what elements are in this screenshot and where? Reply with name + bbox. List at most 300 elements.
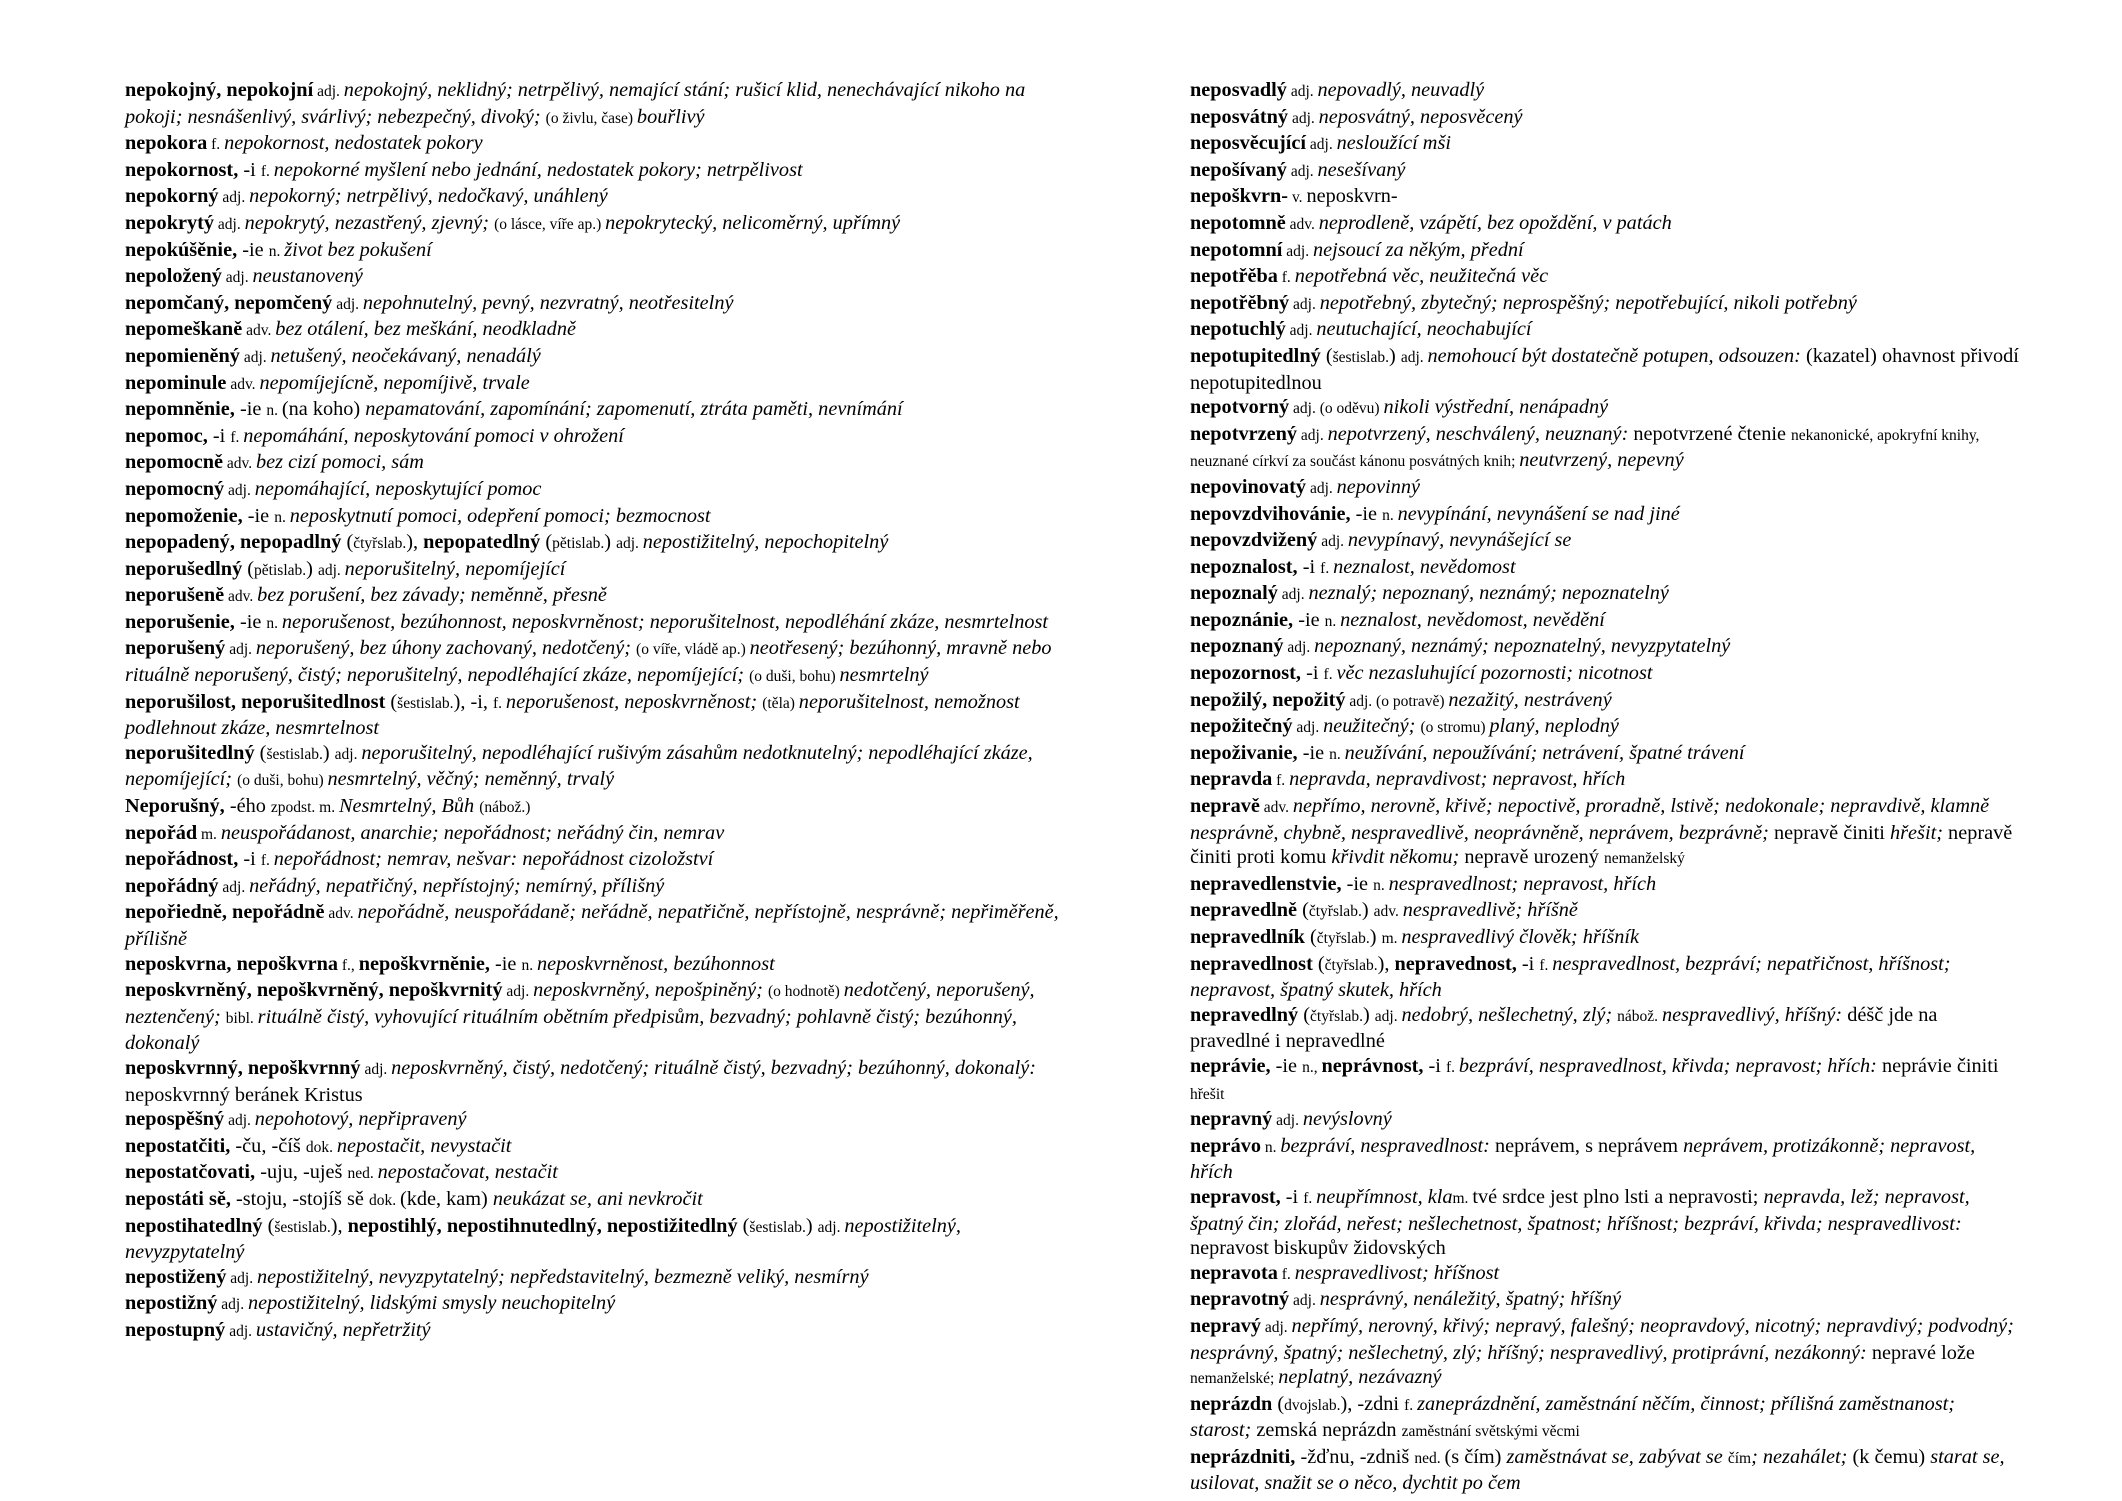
headword: nepoznánie, (1190, 608, 1299, 631)
dictionary-entry (125, 264, 1085, 291)
headword: nepořádnost, (125, 848, 244, 871)
grammar-label: v. (1288, 189, 1307, 207)
grammar-label: adj. (226, 1269, 257, 1287)
grammar-label: adj. (239, 348, 271, 366)
definition-text: neužitečný; (1323, 715, 1421, 738)
dictionary-entry (125, 317, 1085, 344)
headword: neprázdn (1190, 1392, 1273, 1415)
plain-text: -žďnu, -zdniš (1300, 1445, 1415, 1468)
grammar-label: adj. (1288, 109, 1319, 127)
dictionary-entry (125, 424, 1085, 451)
grammar-label: nekanonické, apokryfní knihy, neuznané církví za součást kánonu posvátných knih; (1190, 426, 1980, 471)
grammar-label: f. (260, 162, 274, 180)
definition-text: nepotřebný, zbytečný; neprospěšný; nepotřebující, nikoli potřebný (1319, 291, 1857, 314)
dictionary-entry (1190, 1287, 2020, 1314)
grammar-label: adv. (1373, 903, 1403, 921)
dictionary-entry (125, 211, 1085, 238)
definition-text: neřádný, nepatřičný, nepřístojný; nemírný, přílišný (249, 874, 665, 897)
definition-text: nepravda, nepravdivost; nepravost, hřích (1289, 768, 1626, 791)
dictionary-entry (1190, 1185, 2020, 1261)
grammar-label: (o duši, bohu) (749, 668, 840, 686)
definition-text: neporušenost, neposkvrněnost; (505, 690, 763, 713)
dictionary-entry (125, 397, 1085, 424)
plain-text: ( (1304, 926, 1317, 948)
plain-text: -ie (242, 238, 269, 261)
definition-text: nepostižitelný, nepochopitelný (642, 531, 889, 554)
headword: neposvátný (1190, 105, 1289, 128)
dictionary-entry (1190, 238, 2020, 265)
definition-text: nepřímý, nerovný, křivý; nepravý, falešný; neopravdový, nicotný; nepravdivý; podvodný; nesprávný, špatný; nešlechetný, zlý; hříšný; nespravedlivý, protiprávní, nezákonný: (1190, 1314, 2014, 1364)
definition-text: nemohoucí být dostatečně potupen, odsouzen: (1427, 344, 1807, 367)
plain-text: ), -zdni (1340, 1392, 1405, 1415)
grammar-label: adj. (1374, 1007, 1402, 1025)
grammar-label: f. (230, 428, 244, 446)
headword: nepomoc, (125, 424, 213, 447)
grammar-label: adj. (221, 269, 253, 287)
plain-text: -ie (239, 398, 267, 421)
right-column (1190, 78, 2020, 1496)
definition-text: neporušitelnost, nemožnost podlehnout zkáze, nesmrtelnost (125, 690, 1020, 740)
definition-text: neposkvrněnost, bezúhonnost (537, 952, 775, 975)
grammar-label: šestislab. (274, 1218, 331, 1236)
dictionary-entry (1190, 422, 2020, 475)
definition-text: nepravda, lež; nepravost, špatný čin; zlořád, neřest; nešlechetnost, špatnost; hříšnost; bezpráví, křivda; nespravedlivost: (1190, 1185, 1970, 1235)
dictionary-entry (125, 978, 1085, 1056)
definition-text: nepřímo, nerovně, křivě; nepoctivě, proradně, lstivě; nedokonale; nepravdivě, klamně nesprávně, chybně, nespravedlivě, neoprávněně, neprávem, bezprávně; (1190, 795, 1990, 844)
headword: nepominule (125, 371, 227, 394)
definition-text: bez porušení, bez závady; neměnně, přesně (257, 584, 607, 607)
grammar-label: adj. (1306, 136, 1337, 154)
dictionary-entry (1190, 528, 2020, 555)
definition-text: nesloužící mši (1336, 132, 1451, 155)
definition-text: nepohotový, nepřipravený (254, 1108, 467, 1131)
headword: nepokorný (125, 185, 219, 208)
definition-text: zaneprázdnění, zaměstnání něčím, činnost; přílišná zaměstnanost; starost; (1190, 1392, 1956, 1442)
plain-text: -ého (229, 795, 271, 818)
grammar-label: adj. (1285, 322, 1317, 340)
headword: nepotvorný (1190, 396, 1290, 419)
headword: nepospěšný (125, 1108, 225, 1131)
dictionary-entry (125, 741, 1085, 794)
grammar-label: adj. (360, 1060, 392, 1078)
plain-text: neposkvrn- (1306, 185, 1398, 208)
dictionary-entry (125, 874, 1085, 901)
grammar-label: (o duši, bohu) (237, 772, 328, 790)
headword: nepokojný, nepokojní (125, 79, 314, 101)
plain-text: -ie (1302, 741, 1330, 764)
definition-text: neposkytnutí pomoci, odepření pomoci; bezmocnost (289, 504, 711, 527)
plain-text: ) (805, 1214, 818, 1237)
grammar-label: adv. (1259, 799, 1293, 817)
grammar-label: (o hodnotě) (767, 983, 844, 1001)
grammar-label: adj. (217, 1296, 248, 1314)
definition-text: neporušitelný, nepodléhající rušivým zásahům nedotknutelný; nepodléhající zkáze, nepomíjející; (125, 741, 1033, 791)
grammar-label: n. (1260, 1138, 1281, 1156)
grammar-label: adj. (1289, 1292, 1320, 1310)
dictionary-entry (1190, 184, 2020, 211)
dictionary-entry (1190, 872, 2020, 899)
plain-text: neprávem, s neprávem (1494, 1134, 1684, 1157)
headword: nepomčaný, nepomčený (125, 291, 333, 314)
definition-text: nezažitý, nestrávený (1448, 688, 1612, 711)
dictionary-entry (1190, 1054, 2020, 1107)
grammar-label: adj. (224, 481, 255, 499)
grammar-label: f. (493, 694, 506, 712)
dictionary-entry (1190, 741, 2020, 768)
grammar-label: f. (1446, 1058, 1459, 1076)
dictionary-entry (1190, 264, 2020, 291)
headword: nepoznalost, (1190, 555, 1303, 578)
grammar-label: šestislab. (749, 1218, 806, 1236)
grammar-label: adj. (218, 189, 250, 207)
plain-text: ( (242, 557, 255, 580)
plain-text: -ie (1298, 608, 1325, 631)
definition-text: neutvrzený, nepevný (1519, 449, 1684, 472)
definition-text: neposkvrněný, nepošpiněný; (533, 979, 768, 1002)
grammar-label: adj. (1272, 1112, 1303, 1130)
dictionary-entry (125, 821, 1085, 848)
grammar-label: adj. (1306, 479, 1337, 497)
grammar-label: (o víře, vládě ap.) (636, 641, 750, 659)
grammar-label: n., (1302, 1058, 1322, 1076)
definition-text: nepokornost, nedostatek pokory (224, 132, 483, 155)
dictionary-entry (125, 1187, 1085, 1214)
dictionary-entry (1190, 688, 2020, 715)
plain-text: -ču, -číš (235, 1134, 306, 1157)
grammar-label: hřešit (1190, 1085, 1225, 1103)
definition-text: netušený, neočekávaný, nenadálý (270, 344, 541, 367)
definition-text: nedotčený, neporušený, neztenčený; (125, 979, 1035, 1028)
dictionary-entry (1190, 794, 2020, 872)
headword: neprázdniti, (1190, 1445, 1301, 1468)
grammar-label: adj. (313, 83, 344, 100)
plain-text: -ie (1346, 872, 1374, 895)
definition-text: nespravedlivý, hříšný: (1661, 1003, 1848, 1026)
definition-text: bez cizí pomoci, sám (256, 451, 424, 474)
headword: nepošívaný (1190, 158, 1287, 181)
plain-text: -i (1306, 662, 1324, 685)
plain-text: -i (1285, 1185, 1304, 1208)
definition-text: bezpráví, nespravedlnost, křivda; nepravost; hřích: (1458, 1054, 1882, 1077)
plain-text: ) (322, 741, 335, 764)
grammar-label: ned. (1414, 1449, 1445, 1467)
grammar-label: šestislab. (266, 745, 323, 763)
plain-text: ( (341, 531, 354, 554)
definition-text: křivdit někomu; (1331, 846, 1465, 869)
definition-text: nesešívaný (1317, 158, 1406, 181)
headword: nepovinovatý (1190, 475, 1307, 498)
grammar-label: adj. (1317, 533, 1348, 551)
grammar-label: n. (1329, 745, 1345, 763)
headword: nepravedlný (1190, 1003, 1299, 1026)
definition-text: bez otálení, bez meškání, neodkladně (275, 318, 576, 341)
dictionary-entry (1190, 1314, 2020, 1392)
definition-text: neukázat se, ani nevkročit (492, 1187, 703, 1210)
headword: nepravednost, (1394, 952, 1522, 975)
plain-text: ( (540, 531, 553, 554)
definition-text: neznalost, nevědomost (1333, 555, 1516, 578)
definition-text: nesmrtelný, věčný; neměnný, trvalý (327, 768, 615, 791)
grammar-label: adv. (1285, 215, 1319, 233)
headword: neprávo (1190, 1134, 1261, 1157)
grammar-label: adj. (1277, 586, 1309, 604)
definition-text: nesprávný, nenáležitý, špatný; hříšný (1319, 1288, 1622, 1311)
definition-text: nespravedlivě; hříšně (1402, 899, 1578, 922)
plain-text: ) (1361, 899, 1374, 922)
headword: neprávnost, (1321, 1054, 1429, 1077)
plain-text: ), (330, 1214, 348, 1237)
grammar-label: n. (266, 402, 282, 420)
headword: nepotupitedlný (1190, 344, 1321, 367)
grammar-label: adj. (214, 215, 245, 233)
definition-text: zaměstnávat se, zabývat se (1506, 1445, 1728, 1468)
headword: neporušilost, neporušitedlnost (125, 690, 386, 713)
definition-text: nepořádně, neuspořádaně; neřádně, nepatřičně, nepřístojně, nesprávně; nepřiměřeně, přílišně (125, 901, 1059, 950)
grammar-label: zaměstnání světskými věcmi (1401, 1423, 1580, 1441)
plain-text: ( (385, 690, 398, 713)
grammar-label: čtyřslab. (1324, 956, 1378, 974)
definition-text: neustanovený (252, 265, 363, 288)
definition-text: nepoznaný, neznámý; nepoznatelný, nevyzpytatelný (1314, 635, 1731, 658)
dictionary-entry (125, 477, 1085, 504)
grammar-label: adj. (616, 535, 643, 553)
plain-text: (na koho) (281, 398, 366, 421)
grammar-label: pětislab. (552, 535, 605, 553)
definition-text: neotřesený; bezúhonný, mravně nebo rituálně neporušený, čistý; neporušitelný, nepodléhající zkáze, nepomíjející; (125, 637, 1052, 687)
definition-text: nepomáhající, neposkytující pomoc (254, 477, 542, 500)
dictionary-entry (1190, 634, 2020, 661)
dictionary-entry (125, 158, 1085, 185)
definition-text: nepostižitelný, lidskými smysly neuchopitelný (247, 1292, 616, 1315)
headword: neposvadlý (1190, 79, 1287, 101)
plain-text: nepravě urozený (1464, 846, 1604, 869)
definition-text: neužívání, nepoužívání; netrávení, špatné trávení (1344, 741, 1745, 764)
headword: nepostáti sě, (125, 1187, 236, 1210)
grammar-label: bibl. (225, 1009, 258, 1027)
dictionary-entry (1190, 344, 2020, 395)
plain-text: -ie (495, 952, 522, 975)
grammar-label: adj. (225, 641, 256, 659)
dictionary-entry (125, 344, 1085, 371)
grammar-label: adv. (226, 375, 260, 393)
headword: neposkvrnný, nepoškvrnný (125, 1056, 361, 1079)
grammar-label: adj. (1297, 426, 1328, 444)
definition-text: nespravedlnost, bezpráví; nepatřičnost, hříšnost; nepravost, špatný skutek, hřích (1190, 952, 1951, 1002)
grammar-label: nemanželské; (1190, 1370, 1279, 1388)
definition-text: neposvátný, neposvěcený (1318, 105, 1523, 128)
plain-text: (kazatel) ohavnost přivodí nepotupitedlnou (1190, 344, 2019, 394)
definition-text: nespravedlivost; hříšnost (1294, 1261, 1500, 1284)
dictionary-entry (125, 1265, 1085, 1292)
dictionary-entry (125, 847, 1085, 874)
grammar-label: f. (1404, 1396, 1418, 1414)
grammar-label: adj. (317, 561, 345, 579)
definition-text: nevýslovný (1302, 1108, 1392, 1131)
definition-text: nepotvrzený, neschválený, neuznaný: (1327, 422, 1634, 445)
dictionary-entry (125, 583, 1085, 610)
definition-text: nevypínavý, nevynášející se (1347, 529, 1572, 552)
headword: nepravota (1190, 1261, 1278, 1284)
headword: nepravedlník (1190, 926, 1305, 948)
dictionary-entry (1190, 211, 2020, 238)
headword: nepravý (1190, 1314, 1261, 1337)
headword: nepoškvrněnie, (358, 952, 496, 975)
grammar-label: adj. (1286, 162, 1318, 180)
grammar-label: f. (1320, 559, 1334, 577)
definition-text: nespravedlnost; nepravost, hřích (1388, 872, 1657, 895)
grammar-label: zpodst. m. (270, 799, 339, 817)
grammar-label: adj. (o oděvu) (1289, 400, 1384, 418)
grammar-label: m. (1452, 1189, 1473, 1207)
grammar-label: n. (274, 508, 290, 526)
headword: nepopatedlný (423, 531, 541, 554)
definition-text: neposkvrněný, čistý, nedotčený; rituálně čistý, bezvadný; bezúhonný, dokonalý: (391, 1056, 1036, 1079)
definition-text: bouřlivý (636, 105, 705, 128)
headword: nepožilý, nepožitý (1190, 688, 1346, 711)
headword: nepomeškaně (125, 318, 243, 341)
headword: nepomocně (125, 451, 224, 474)
headword: neposkvrna, nepoškvrna (125, 952, 339, 975)
dictionary-entry (125, 530, 1085, 557)
headword: nepotřěbný (1190, 291, 1290, 314)
grammar-label: adv. (224, 588, 258, 606)
plain-text: ), (406, 531, 424, 554)
headword: nepravedlnost (1190, 952, 1313, 975)
headword: neporušeně (125, 584, 225, 607)
dictionary-entry (125, 1318, 1085, 1345)
definition-text: nikoli výstřední, nenápadný (1383, 396, 1609, 419)
headword: nepořádný (125, 874, 219, 897)
dictionary-entry (125, 1056, 1085, 1107)
dictionary-entry (125, 450, 1085, 477)
definition-text: ; nezahálet; (1751, 1445, 1853, 1468)
definition-text: nepamatování, zapomínání; zapomenutí, ztráta paměti, nevnímání (365, 398, 903, 421)
definition-text: neprodleně, vzápětí, bez opoždění, v patách (1318, 211, 1672, 234)
plain-text: nepotvrzené čtenie (1633, 422, 1792, 445)
grammar-label: n. (266, 614, 282, 632)
grammar-label: adj. (334, 745, 362, 763)
plain-text: ( (262, 1214, 275, 1237)
plain-text: nepravě činiti (1774, 821, 1891, 844)
grammar-label: čtyřslab. (353, 535, 407, 553)
headword: nepomocný (125, 477, 225, 500)
grammar-label: dok. (305, 1138, 337, 1156)
definition-text: nepostačit, nevystačit (336, 1134, 512, 1157)
dictionary-entry (125, 1107, 1085, 1134)
dictionary-entry (1190, 158, 2020, 185)
grammar-label: f. (1323, 666, 1337, 684)
grammar-label: (nábož.) (479, 799, 531, 817)
plain-text: -i (1302, 555, 1321, 578)
plain-text: -i (243, 848, 261, 871)
dictionary-entry (1190, 555, 2020, 582)
grammar-label: pětislab. (254, 561, 307, 579)
plain-text: ( (1320, 344, 1333, 367)
dictionary-entry (125, 504, 1085, 531)
plain-text: ), -i, (453, 690, 493, 713)
definition-text: život bez pokušení (284, 238, 432, 261)
grammar-label: adj. (1292, 719, 1324, 737)
definition-text: planý, neplodný (1489, 715, 1619, 738)
definition-text: nepokojný, neklidný; netrpělivý, nemající stání; rušicí klid, nenechávající nikoho na pokoji; nesnášenlivý, svárlivý; nebezpečný, divoký; (125, 79, 1026, 128)
dictionary-entry (1190, 291, 2020, 318)
plain-text: nepravě činiti proti komu (1190, 821, 2013, 869)
grammar-label: adj. (332, 295, 363, 313)
plain-text: nepravost biskupův židovských (1190, 1237, 1446, 1260)
dictionary-entry (1190, 608, 2020, 635)
grammar-label: f., (338, 956, 359, 974)
grammar-label: (těla) (762, 694, 799, 712)
grammar-label: adj. (o potravě) (1345, 692, 1449, 710)
dictionary-entry (1190, 581, 2020, 608)
headword: nepokornost, (125, 158, 244, 181)
plain-text: ) (306, 557, 318, 580)
headword: nepotuchlý (1190, 318, 1286, 341)
headword: nepopadený, nepopadlný (125, 531, 342, 554)
headword: nepokúšěnie, (125, 238, 243, 261)
grammar-label: šestislab. (1332, 348, 1389, 366)
definition-text: nepostižitelný, nevyzpytatelný (125, 1214, 961, 1264)
dictionary-entry (1190, 898, 2020, 925)
definition-text: nepostačovat, nestačit (377, 1161, 558, 1184)
headword: nepořád (125, 821, 198, 844)
definition-text: rituálně čistý, vyhovující rituálním obětním předpisům, bezvadný; pohlavně čistý; bezúhonný, dokonalý (125, 1005, 1017, 1055)
headword: nepotomní (1190, 238, 1283, 261)
definition-text: nedobrý, nešlechetný, zlý; (1401, 1003, 1618, 1026)
grammar-label: čtyřslab. (1316, 930, 1370, 947)
dictionary-entry (1190, 317, 2020, 344)
headword: neposvěcující (1190, 132, 1307, 155)
grammar-label: (o stromu) (1420, 719, 1490, 737)
plain-text: ( (254, 741, 267, 764)
headword: nepotvrzený (1190, 422, 1298, 445)
dictionary-entry (125, 794, 1085, 821)
grammar-label: adv. (242, 322, 276, 340)
grammar-label: adj. (1283, 639, 1315, 657)
definition-text: nepotřebná věc, neužitečná věc (1294, 265, 1549, 288)
dictionary-entry (125, 952, 1085, 979)
dictionary-entry (1190, 1392, 2020, 1445)
headword: neporušenie, (125, 610, 240, 633)
plain-text: -stoju, -stojíš sě (235, 1187, 369, 1210)
plain-text: -i (243, 158, 261, 181)
headword: nepravný (1190, 1108, 1273, 1131)
grammar-label: adv. (223, 455, 257, 473)
headword: nepovzdvižený (1190, 529, 1318, 552)
dictionary-entry (1190, 1134, 2020, 1185)
dictionary-entry (125, 1160, 1085, 1187)
grammar-label: adj. (817, 1218, 845, 1236)
plain-text: zemská neprázdn (1256, 1419, 1402, 1442)
plain-text: ) (1388, 344, 1401, 367)
headword: Neporušný, (125, 795, 230, 818)
definition-text: neplatný, nezávazný (1278, 1366, 1442, 1389)
definition-text: ustavičný, nepřetržitý (255, 1318, 431, 1341)
grammar-label: f. (260, 852, 274, 870)
definition-text: neprávem, protizákonně; nepravost, hřích (1190, 1134, 1976, 1184)
definition-text: nepořádnost; nemrav, nešvar: nepořádnost cizoložství (273, 848, 714, 871)
plain-text: -i (1521, 952, 1540, 975)
headword: nepomieněný (125, 344, 240, 367)
dictionary-entry (1190, 1261, 2020, 1288)
headword: nepostatčovati, (125, 1161, 261, 1184)
grammar-label: f. (1539, 956, 1553, 974)
grammar-label: f. (207, 136, 225, 154)
plain-text: -i (212, 424, 231, 447)
plain-text: ( (737, 1214, 750, 1237)
grammar-label: čtyřslab. (1308, 903, 1362, 921)
plain-text: -ie (247, 504, 275, 527)
